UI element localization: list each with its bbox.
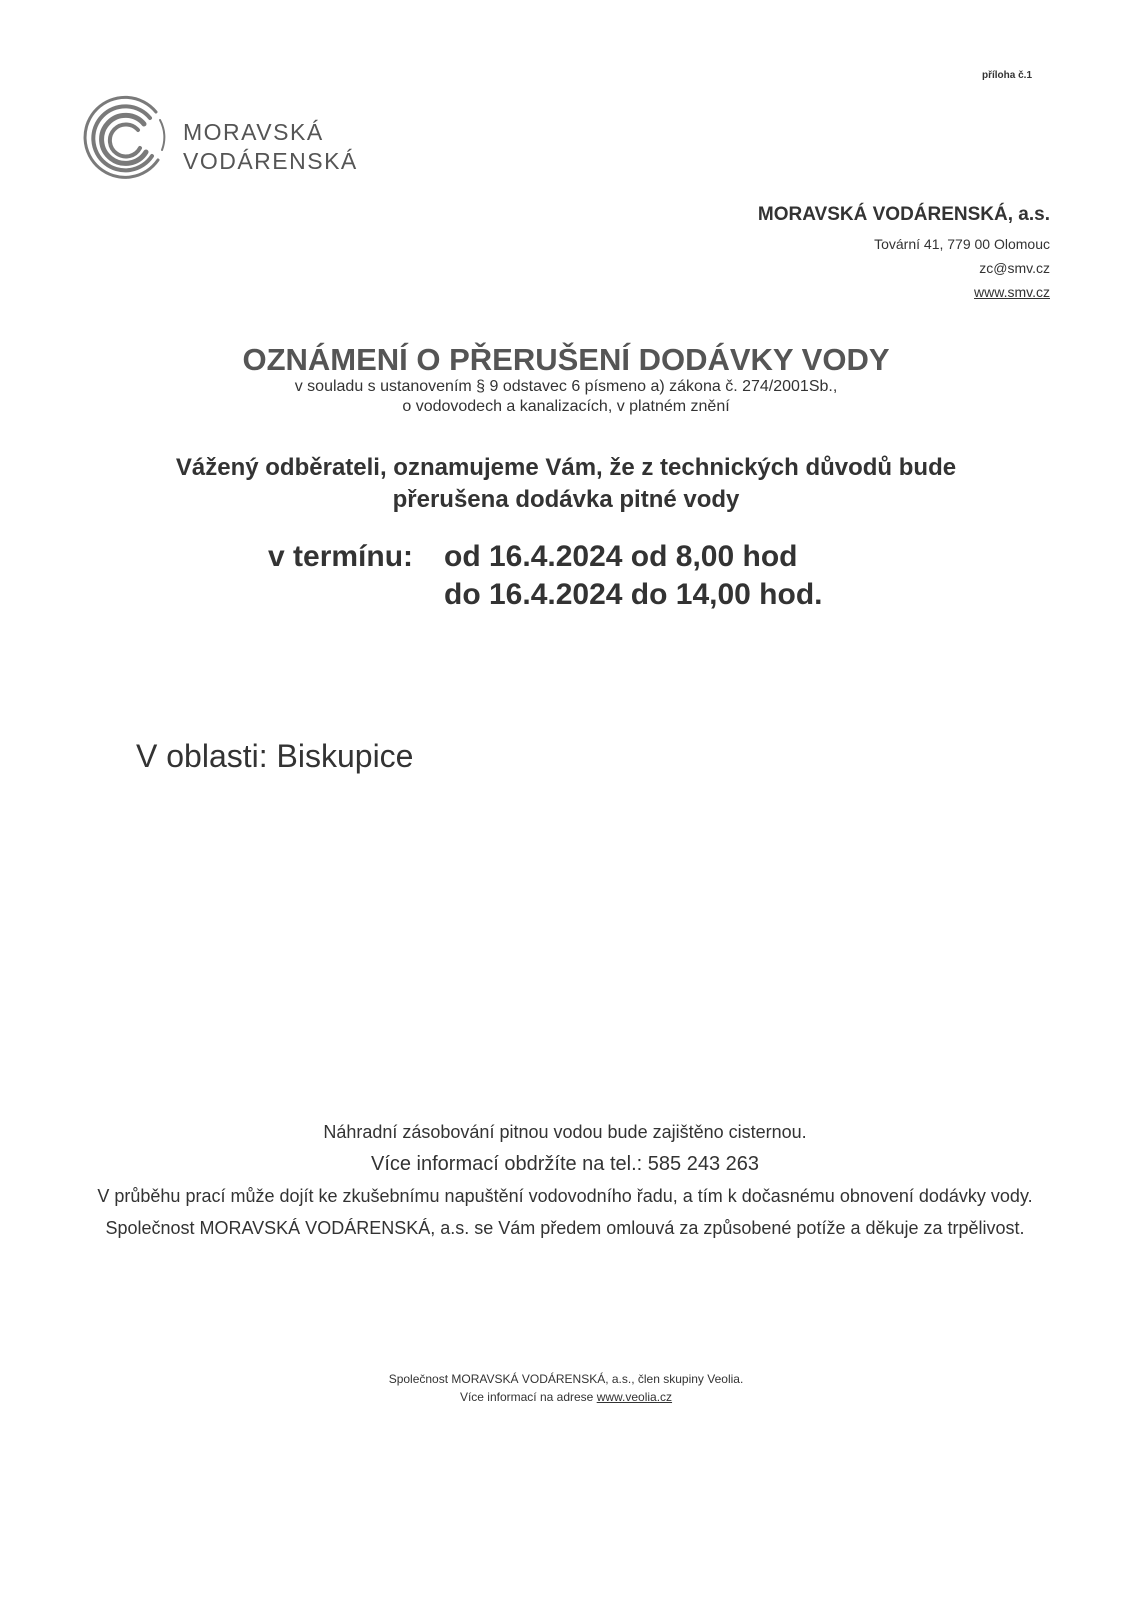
greeting-line-1: Vážený odběrateli, oznamujeme Vám, že z technických důvodů bude — [175, 454, 957, 481]
company-info — [758, 204, 1050, 304]
company-email[interactable]: zc@smv.cz — [979, 260, 1050, 276]
term-to: do 16.4.2024 do 14,00 hod. — [444, 578, 823, 611]
company-name: MORAVSKÁ VODÁRENSKÁ, a.s. — [757, 204, 1050, 225]
company-logo — [78, 90, 378, 200]
term-label: v termínu: — [268, 540, 414, 573]
footer — [0, 1370, 1132, 1406]
swirl-logo-icon — [78, 90, 178, 190]
replacement-supply: Náhradní zásobování pitnou vodou bude zajištěno cisternou. — [323, 1122, 807, 1142]
company-web-link[interactable]: www.smv.cz — [974, 284, 1050, 300]
footer-line-2 — [0, 1388, 1132, 1406]
notice-title: OZNÁMENÍ O PŘERUŠENÍ DODÁVKY VODY — [242, 342, 890, 377]
area: V oblasti: Biskupice — [136, 738, 414, 774]
works-note: V průběhu prací může dojít ke zkušebnímu napuštění vodovodního řadu, a tím k dočasnému obnovení dodávky vody. — [97, 1186, 1033, 1206]
apology-note: Společnost MORAVSKÁ VODÁRENSKÁ, a.s. se Vám předem omlouvá za způsobené potíže a děkuje za trpělivost. — [105, 1218, 1025, 1238]
greeting — [0, 452, 1132, 516]
greeting-line-2: přerušena dodávka pitné vody — [392, 486, 740, 513]
contact-phone: Více informací obdržíte na tel.: 585 243 263 — [370, 1153, 760, 1175]
info-section — [80, 1120, 1050, 1248]
legal-line-2: o vodovodech a kanalizacích, v platném znění — [402, 398, 730, 415]
legal-line-1: v souladu s ustanovením § 9 odstavec 6 písmeno a) zákona č. 274/2001Sb., — [294, 378, 838, 395]
footer-prefix: Více informací na adrese — [459, 1390, 594, 1404]
attachment-label: příloha č.1 — [981, 70, 1032, 81]
logo-line-1: MORAVSKÁ — [183, 119, 324, 145]
term-from: od 16.4.2024 od 8,00 hod — [444, 540, 798, 573]
logo-line-2: VODÁRENSKÁ — [183, 148, 358, 174]
veolia-link[interactable]: www.veolia.cz — [596, 1390, 673, 1404]
footer-line-1: Společnost MORAVSKÁ VODÁRENSKÁ, a.s., člen skupiny Veolia. — [388, 1372, 744, 1386]
company-address: Tovární 41, 779 00 Olomouc — [874, 236, 1050, 252]
